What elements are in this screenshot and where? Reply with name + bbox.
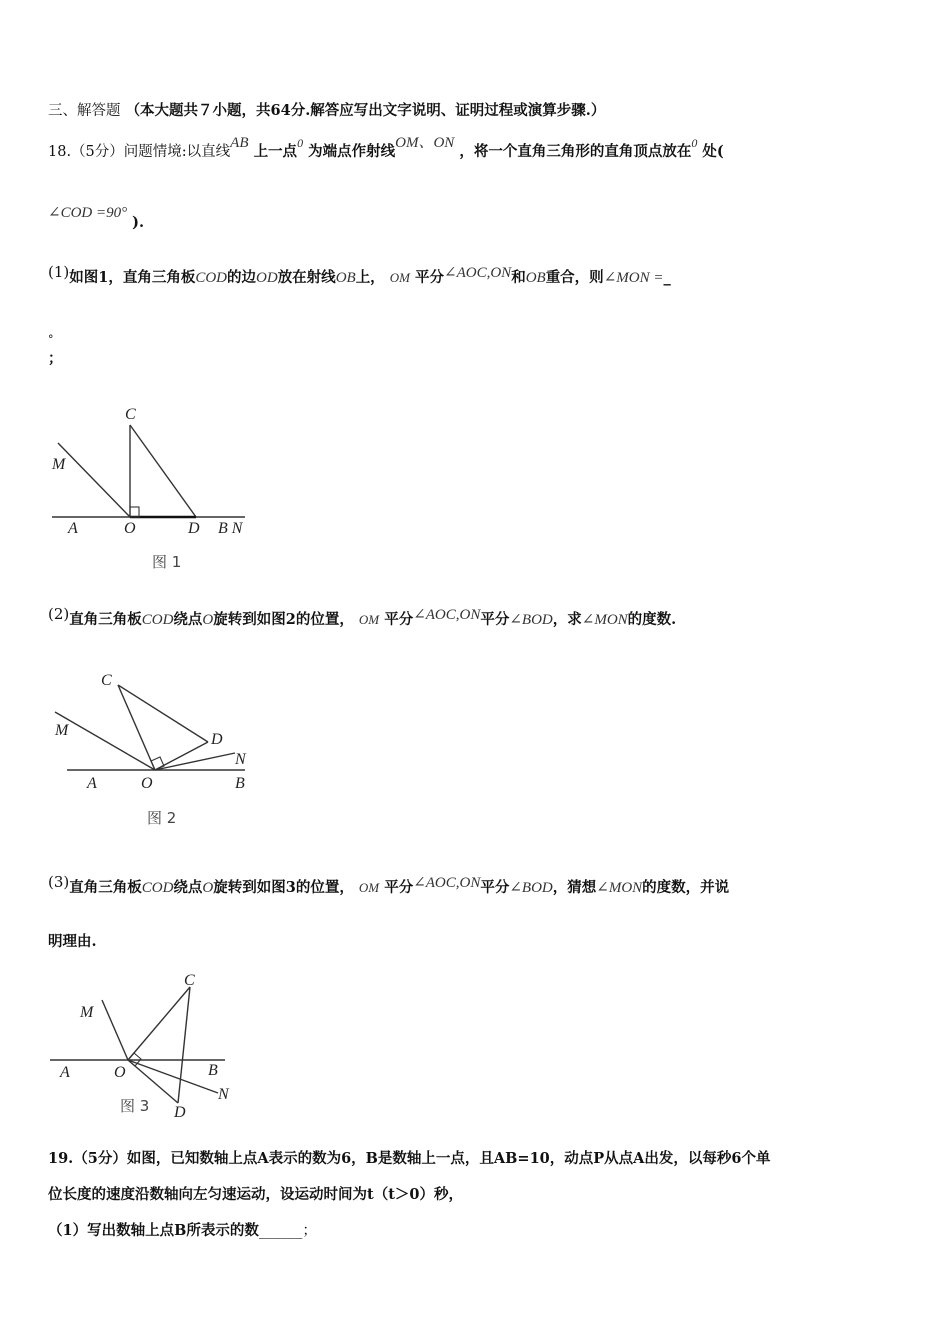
label-c: C <box>184 972 195 989</box>
q19-part1 <box>48 1224 317 1239</box>
section-title: 三、解答题 <box>48 103 121 119</box>
p1-text-a: 如图1，直角三角板 <box>69 269 196 286</box>
figure-1 <box>40 395 270 580</box>
side-oc <box>118 685 155 770</box>
p1-text-f: 和 <box>511 269 526 286</box>
p2-text-d: 平分 <box>384 611 414 628</box>
p2-math-mon: ∠MON <box>581 612 628 628</box>
label-o: O <box>124 520 136 537</box>
p1-semicolon: ； <box>48 350 63 367</box>
p2-text-a: 直角三角板 <box>69 611 142 628</box>
p2-math-o: O <box>202 612 214 628</box>
label-c: C <box>101 672 112 689</box>
side-cd <box>130 425 196 517</box>
p3-math-mon: ∠MON <box>596 880 643 896</box>
math-ab: AB <box>230 135 249 151</box>
p3-math-bod: ∠BOD <box>509 880 553 896</box>
label-c: C <box>125 406 136 423</box>
p2-math-bod: ∠BOD <box>509 612 553 628</box>
p3-text-g: 的度数，并说 <box>642 879 730 896</box>
p1-text-d: 上， <box>355 269 385 286</box>
p3-math-cod: COD <box>141 880 174 896</box>
p1-text-b: 的边 <box>227 269 257 286</box>
p2-math-om: OM <box>358 612 380 627</box>
math-o: 0 <box>297 136 304 150</box>
p1-text-e: 平分 <box>415 269 445 286</box>
p3-math-om: OM <box>358 880 380 895</box>
label-a: A <box>87 775 97 792</box>
label-d: D <box>188 520 200 537</box>
q19-p1-text: （1）写出数轴上点B所表示的数 <box>48 1222 259 1239</box>
q19-line1: 19.（5分）如图，已知数轴上点A表示的数为6，B是数轴上一点，且AB=10，动点P从点A出发，以每秒6个单 <box>48 1150 771 1167</box>
q18-intro <box>48 135 724 160</box>
label-d: D <box>211 731 223 748</box>
q19-p1-end: ； <box>302 1223 317 1239</box>
q18-text-1: 上一点 <box>253 143 298 160</box>
p2-text-e: 平分 <box>480 611 510 628</box>
label-o: O <box>114 1064 126 1081</box>
part3-number: (3) <box>48 873 70 891</box>
label-b: B <box>235 775 245 792</box>
p1-math-ob-2: OB <box>525 270 546 286</box>
p2-text-f: ，求 <box>552 611 582 628</box>
p1-math-om: OM <box>389 270 410 285</box>
p1-math-mon: ∠MON = <box>603 270 664 286</box>
p3-text-b: 绕点 <box>173 879 203 896</box>
right-angle-mark <box>130 507 139 517</box>
q18-text-3: ，将一个直角三角形的直角顶点放在 <box>459 143 692 160</box>
math-cod-angle: ∠COD =90° <box>48 205 128 221</box>
p2-text-g: 的度数. <box>627 611 677 628</box>
label-b: B <box>208 1062 218 1079</box>
section-header <box>48 104 605 119</box>
section-note: （本大题共７小题，共64分.解答应写出文字说明、证明过程或演算步骤.） <box>125 102 606 119</box>
label-a: A <box>68 520 78 537</box>
p1-math-ob: OB <box>335 270 356 286</box>
p2-text-c: 旋转到如图2的位置， <box>213 611 354 628</box>
part2-number: (2) <box>48 605 70 623</box>
ray-on <box>128 1060 218 1093</box>
label-o: O <box>141 775 153 792</box>
side-cd <box>178 987 190 1103</box>
q18-part3 <box>48 873 730 896</box>
p3-text-d: 平分 <box>384 879 414 896</box>
q18-text-4: 处( <box>702 143 724 160</box>
side-oc <box>128 987 190 1060</box>
p1-text-c: 放在射线 <box>277 269 336 286</box>
figure-1-caption: 图 1 <box>152 553 182 571</box>
part1-number: (1) <box>48 263 70 281</box>
figure-3 <box>40 965 250 1125</box>
label-n: N <box>218 1086 229 1103</box>
p1-degree: ° <box>48 333 54 346</box>
label-m: M <box>80 1004 94 1021</box>
p3-text-f: ，猜想 <box>552 879 597 896</box>
p1-text-g: 重合，则 <box>545 269 604 286</box>
p3-math-aoc: ∠AOC,ON <box>413 875 481 891</box>
p1-math-cod: COD <box>195 270 228 286</box>
side-cd <box>118 685 208 742</box>
label-n: N <box>235 751 246 768</box>
figure-2 <box>45 665 260 835</box>
p2-math-cod: COD <box>141 612 174 628</box>
label-b-n: B N <box>218 520 243 537</box>
p2-text-b: 绕点 <box>173 611 203 628</box>
p3-text-c: 旋转到如图3的位置， <box>213 879 354 896</box>
math-om-on: OM、ON <box>395 135 455 151</box>
q18-head: 18.（5分）问题情境:以直线 <box>48 144 231 160</box>
label-a: A <box>60 1064 70 1081</box>
p3-math-o: O <box>202 880 214 896</box>
q18-intro-2 <box>48 205 145 231</box>
q18-text-5: ). <box>132 214 145 231</box>
p3-text-a: 直角三角板 <box>69 879 142 896</box>
label-m: M <box>55 722 69 739</box>
answer-blank-q19: ______ <box>258 1223 303 1239</box>
math-o-2: 0 <box>691 136 698 150</box>
ray-om <box>55 712 155 770</box>
p3-text-e: 平分 <box>480 879 510 896</box>
ray-on <box>155 753 235 770</box>
q19-line2: 位长度的速度沿数轴向左匀速运动，设运动时间为t（t＞0）秒， <box>48 1186 463 1203</box>
p2-math-aoc: ∠AOC,ON <box>413 607 481 623</box>
q18-part1 <box>48 263 671 286</box>
label-d: D <box>174 1104 186 1121</box>
side-od <box>155 742 208 770</box>
figure-3-caption: 图 3 <box>120 1097 150 1115</box>
q18-part2 <box>48 605 677 628</box>
p1-math-aoc: ∠AOC,ON <box>444 265 512 281</box>
answer-blank-1: _ <box>663 269 671 286</box>
p1-math-od: OD <box>256 270 278 286</box>
label-m: M <box>52 456 66 473</box>
ray-om <box>102 1000 128 1060</box>
figure-2-caption: 图 2 <box>147 809 177 827</box>
q18-text-2: 为端点作射线 <box>308 143 396 160</box>
ray-om <box>58 443 130 517</box>
p3-text-line2: 明理由. <box>48 933 97 950</box>
